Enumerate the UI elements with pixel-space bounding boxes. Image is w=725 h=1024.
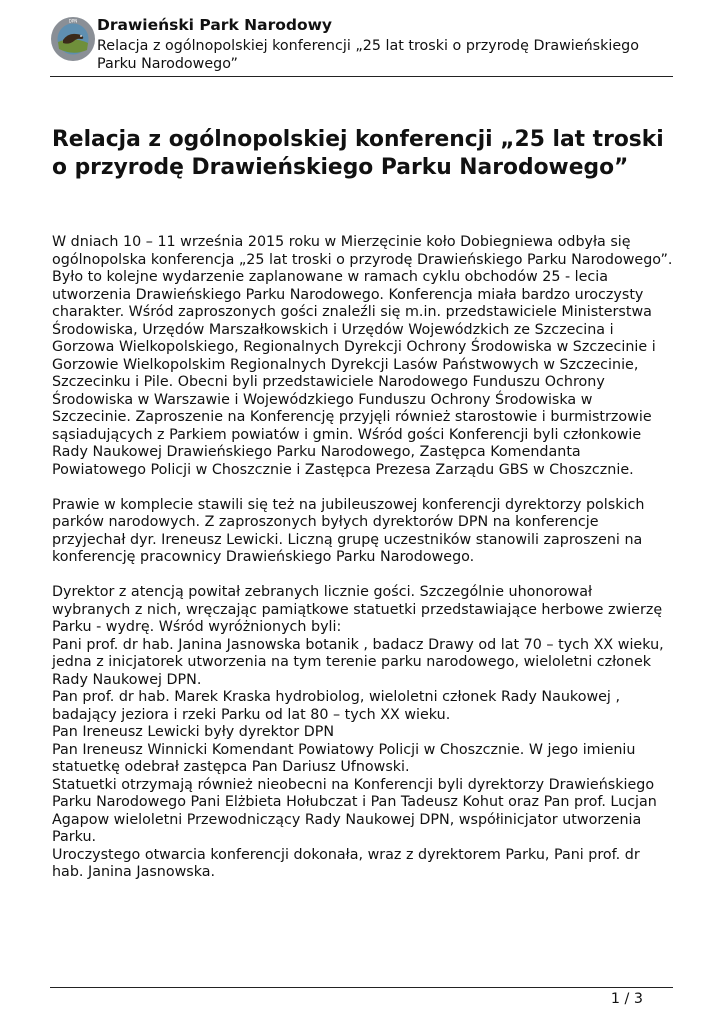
footer-divider	[50, 987, 673, 988]
article-paragraph: W dniach 10 – 11 września 2015 roku w Mierzęcinie koło Dobiegniewa odbyła się ogólnopolska konferencja „25 lat troski o przyrodę Drawieńskiego Parku Narodowego”. Było to kolejne wydarzenie zaplanowane w ramach cyklu obchodów 25 - lecia utworzenia Drawieńskiego Parku Narodowego. Konferencja miała bardzo uroczysty charakter. Wśród zaproszonych gości znaleźli się m.in. przedstawiciele Ministerstwa Środowiska, Urzędów Marszałkowskich i Urzędów Wojewódzkich ze Szczecina i Gorzowa Wielkopolskiego, Regionalnych Dyrekcji Ochrony Środowiska w Szczecinie i Gorzowie Wielkopolskim Regionalnych Dyrekcji Lasów Państwowych w Szczecinie, Szczecinku i Pile. Obecni byli przedstawiciele Narodowego Funduszu Ochrony Środowiska w Warszawie i Wojewódzkiego Funduszu Ochrony Środowiska w Szczecinie. Zaproszenie na Konferencję przyjęli również starostowie i burmistrzowie sąsiadujących z Parkiem powiatów i gmin. Wśród gości Konferencji byli członkowie Rady Naukowej Drawieńskiego Parku Narodowego, Zastępca Komendanta Powiatowego Policji w Choszcznie i Zastępca Prezesa Zarządu GBS w Choszcznie.	[52, 234, 673, 478]
article-paragraph: Prawie w komplecie stawili się też na jubileuszowej konferencji dyrektorzy polskich parków narodowych. Z zaproszonych byłych dyrektorów DPN na konferencje przyjechał dyr. Ireneusz Lewicki. Liczną grupę uczestników stanowili zaproszeni na konferencję pracownicy Drawieńskiego Parku Narodowego.	[52, 496, 645, 565]
site-name: Drawieński Park Narodowy	[97, 16, 333, 34]
otter-logo-icon	[50, 16, 96, 62]
document-header	[50, 14, 673, 78]
page-number: 1 / 3	[610, 991, 643, 1007]
article-body	[52, 234, 674, 899]
header-divider	[50, 76, 673, 77]
article-paragraph: Dyrektor z atencją powitał zebranych licznie gości. Szczególnie uhonorował wybranych z nich, wręczając pamiątkowe statuetki przedstawiające herbowe zwierzę Parku - wydrę. Wśród wyróżnionych byli: Pani prof. dr hab. Janina Jasnowska botanik , badacz Drawy od lat 70 – tych XX wieku, jedna z inicjatorek utworzenia na tym terenie parku narodowego, wieloletni członek Rady Naukowej DPN. Pan prof. dr hab. Marek Kraska hydrobiolog, wieloletni członek Rady Naukowej , badający jeziora i rzeki Parku od lat 80 – tych XX wieku. Pan Ireneusz Lewicki były dyrektor DPN Pan Ireneusz Winnicki Komendant Powiatowy Policji w Choszcznie. W jego imieniu statuetkę odebrał zastępca Pan Dariusz Ufnowski. Statuetki otrzymają również nieobecni na Konferencji byli dyrektorzy Drawieńskiego Parku Narodowego Pani Elżbieta Hołubczat i Pan Tadeusz Kohut oraz Pan prof. Lucjan Agapow wieloletni Przewodniczący Rady Naukowej DPN, współinicjator utworzenia Parku. Uroczystego otwarcia konferencji dokonała, wraz z dyrektorem Parku, Pani prof. dr hab. Janina Jasnowska.	[52, 584, 664, 880]
article-title: Relacja z ogólnopolskiej konferencji „25 lat troski o przyrodę Drawieńskiego Parku Narodowego”	[52, 127, 664, 180]
header-subtitle: Relacja z ogólnopolskiej konferencji „25 lat troski o przyrodę Drawieńskiego Parku Narodowego”	[97, 38, 639, 72]
logo-otter-eye	[80, 35, 82, 37]
logo-text: DPN	[68, 18, 78, 24]
